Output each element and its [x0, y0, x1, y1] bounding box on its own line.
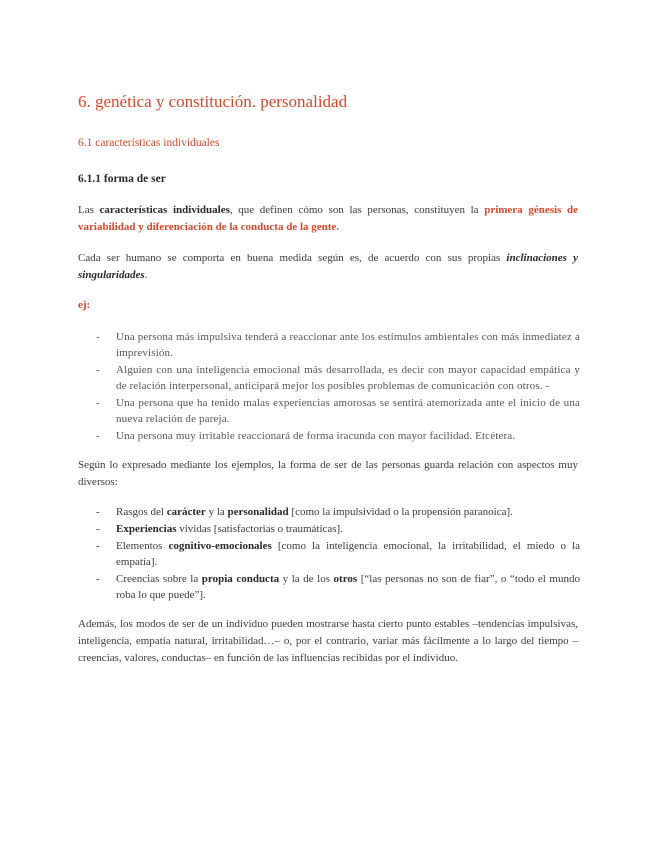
- dash-bullet: -: [96, 540, 100, 552]
- bold-term: características individuales: [99, 204, 230, 216]
- highlight-text: primera génesis de variabilidad y diferenciación de la conducta de la gente.: [78, 204, 578, 233]
- list-item-text: Una persona que ha tenido malas experiencias amorosas se sentirá atemorizada ante el inicio de una nueva relación de pareja.: [116, 397, 580, 425]
- text-run: y la: [205, 506, 228, 518]
- paragraph-intro: [78, 202, 578, 236]
- dash-bullet: -: [96, 364, 100, 376]
- text-run: [como la impulsividad o la propensión paranoica].: [288, 506, 513, 518]
- page-title: 6. genética y constitución. personalidad: [78, 92, 348, 111]
- bold-italic-term: inclinaciones y singularidades: [78, 252, 578, 281]
- text-run: Creencias sobre la: [116, 573, 202, 585]
- bold-term: cognitivo-emocionales: [168, 540, 272, 552]
- dash-bullet: -: [96, 331, 100, 343]
- bold-term: propia conducta: [201, 573, 280, 585]
- bold-term: Experiencias: [116, 523, 177, 535]
- list-item-text: Una persona muy irritable reaccionará de forma iracunda con mayor facilidad. Etcétera.: [116, 430, 516, 442]
- text-run: Rasgos del: [116, 506, 167, 518]
- text-run: , que definen cómo son las personas, constituyen la: [229, 204, 485, 216]
- list-item: [78, 538, 580, 570]
- list-item: [78, 362, 580, 394]
- list-item: [78, 571, 580, 603]
- dash-bullet: -: [96, 506, 100, 518]
- dash-bullet: -: [96, 523, 100, 535]
- section-heading: 6.1 características individuales: [78, 137, 220, 149]
- text-run: vividas [satisfactorias o traumáticas].: [176, 523, 343, 535]
- paragraph-aspects-intro: Según lo expresado mediante los ejemplos, la forma de ser de las personas guarda relación con aspectos muy diversos:: [78, 459, 578, 488]
- examples-label: ej:: [78, 299, 91, 311]
- list-item: [78, 329, 580, 361]
- list-item: [78, 521, 580, 537]
- aspects-list: [78, 504, 580, 604]
- text-run: .: [144, 269, 148, 281]
- subsection-heading: 6.1.1 forma de ser: [78, 173, 166, 185]
- examples-list: [78, 329, 580, 445]
- text-run: [“las personas no son de fiar”, o “todo el mundo roba lo que puede”].: [116, 573, 580, 601]
- dash-bullet: -: [96, 397, 100, 409]
- list-item-text: Alguien con una inteligencia emocional más desarrollada, es decir con mayor capacidad empática y de relación interpersonal, anticipará mejor los posibles problemas de comunicación con otros. -: [116, 364, 580, 392]
- text-run: Elementos: [116, 540, 169, 552]
- dash-bullet: -: [96, 573, 100, 585]
- paragraph-conclusion: Además, los modos de ser de un individuo pueden mostrarse hasta cierto punto estables –tendencias impulsivas, inteligencia, empatía natural, irritabilidad…– o, por el contrario, variar más fácilmente a lo largo del tiempo –creencias, valores, conductas– en función de las influencias recibidas por el individuo.: [78, 618, 578, 664]
- text-run: y la de los: [279, 573, 334, 585]
- list-item: [78, 504, 580, 520]
- text-run: Cada ser humano se comporta en buena medida según es, de acuerdo con sus propias: [78, 252, 507, 264]
- list-item: [78, 428, 580, 444]
- list-item-text: Una persona más impulsiva tenderá a reaccionar ante los estímulos ambientales con más inmediatez a imprevisión.: [116, 331, 580, 359]
- bold-term: personalidad: [227, 506, 289, 518]
- text-run: [como la inteligencia emocional, la irritabilidad, el miedo o la empatía].: [116, 540, 580, 568]
- list-item: [78, 395, 580, 427]
- bold-term: otros: [333, 573, 358, 585]
- text-run: Las: [78, 204, 100, 216]
- paragraph-behavior: [78, 250, 578, 284]
- bold-term: carácter: [166, 506, 206, 518]
- dash-bullet: -: [96, 430, 100, 442]
